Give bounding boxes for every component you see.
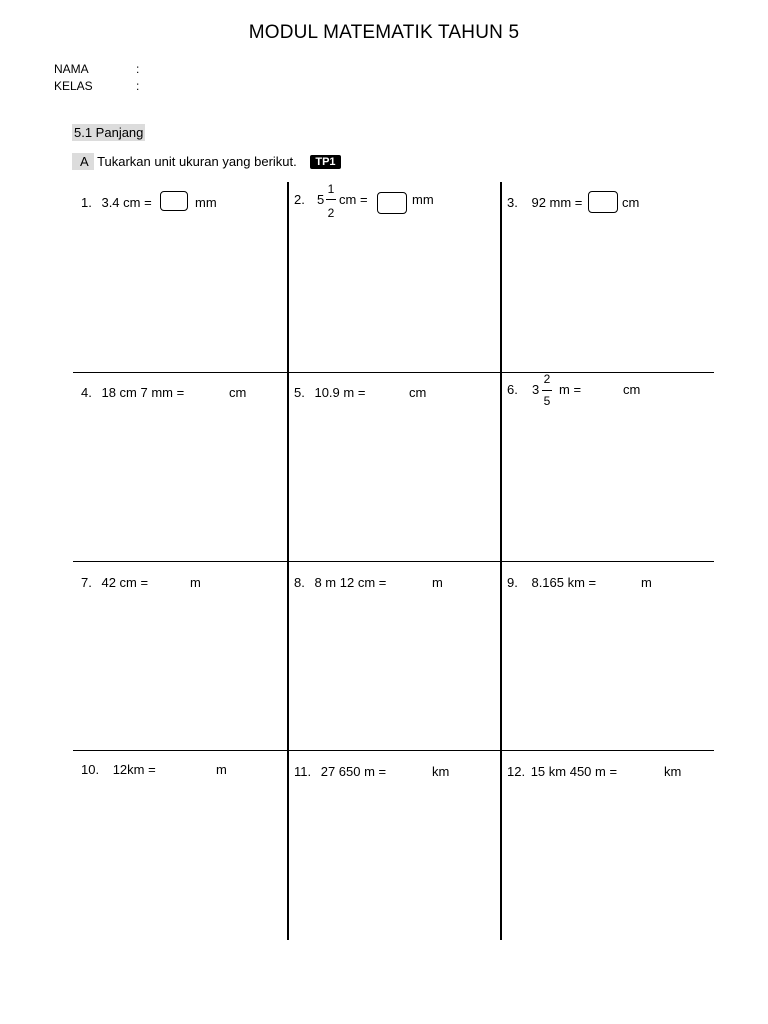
question-4 xyxy=(81,385,184,400)
question-expression: 42 cm = xyxy=(101,575,149,590)
question-number: 2. xyxy=(294,192,305,207)
question-12 xyxy=(507,764,617,779)
fraction-bar xyxy=(542,390,552,391)
fraction-numerator: 1 xyxy=(327,182,335,196)
question-expression: cm = xyxy=(339,192,368,207)
question-number: 4. xyxy=(81,385,92,400)
kelas-row xyxy=(54,79,139,93)
nama-colon: : xyxy=(136,62,140,76)
question-number: 10. xyxy=(81,762,100,777)
question-number: 1. xyxy=(81,195,92,210)
answer-box-2[interactable] xyxy=(377,192,407,214)
question-expression: 10.9 m = xyxy=(314,385,366,400)
question-expression: 15 km 450 m = xyxy=(530,764,618,779)
question-expression: 8.165 km = xyxy=(531,575,597,590)
question-number: 6. xyxy=(507,382,518,397)
question-expression: 3.4 cm = xyxy=(101,195,152,210)
answer-unit: km xyxy=(432,764,450,779)
answer-unit: m xyxy=(432,575,443,590)
answer-unit: m xyxy=(641,575,652,590)
row-divider-2 xyxy=(73,561,714,562)
answer-unit: cm xyxy=(409,385,427,400)
question-number: 9. xyxy=(507,575,518,590)
page-title: MODUL MATEMATIK TAHUN 5 xyxy=(248,22,520,43)
answer-unit: cm xyxy=(623,382,641,397)
question-8 xyxy=(294,575,386,590)
answer-unit: m xyxy=(216,762,227,777)
question-11 xyxy=(294,764,386,779)
fraction-numerator: 2 xyxy=(543,372,551,386)
question-5 xyxy=(294,385,365,400)
question-number: 7. xyxy=(81,575,92,590)
row-divider-1 xyxy=(73,372,714,373)
question-expression: m = xyxy=(559,382,582,397)
answer-box-1[interactable] xyxy=(160,191,188,211)
kelas-colon: : xyxy=(136,79,140,93)
question-number: 11. xyxy=(294,764,312,779)
answer-unit: mm xyxy=(195,195,217,210)
fraction-denominator: 2 xyxy=(327,206,335,220)
whole-number: 3 xyxy=(532,382,540,397)
kelas-label: KELAS xyxy=(54,79,93,93)
answer-box-3[interactable] xyxy=(588,191,618,213)
fraction-bar xyxy=(326,199,336,200)
answer-unit: cm xyxy=(229,385,247,400)
question-number: 5. xyxy=(294,385,305,400)
answer-unit: m xyxy=(190,575,201,590)
instruction-letter: A xyxy=(72,153,94,170)
question-expression: 8 m 12 cm = xyxy=(314,575,387,590)
question-number: 3. xyxy=(507,195,518,210)
whole-number: 5 xyxy=(317,192,325,207)
question-10 xyxy=(81,762,156,777)
answer-unit: km xyxy=(664,764,682,779)
question-expression: 18 cm 7 mm = xyxy=(101,385,185,400)
question-number: 8. xyxy=(294,575,305,590)
answer-unit: mm xyxy=(412,192,434,207)
row-divider-3 xyxy=(73,750,714,751)
question-7 xyxy=(81,575,148,590)
instruction-text: Tukarkan unit ukuran yang berikut. xyxy=(97,154,297,169)
nama-label: NAMA xyxy=(54,62,89,76)
instruction xyxy=(72,154,341,170)
question-expression: 27 650 m = xyxy=(320,764,387,779)
section-heading: 5.1 Panjang xyxy=(74,125,144,140)
question-3 xyxy=(507,195,582,210)
question-9 xyxy=(507,575,596,590)
fraction-denominator: 5 xyxy=(543,394,551,408)
question-number: 12. xyxy=(507,764,526,779)
question-expression: 92 mm = xyxy=(531,195,583,210)
tp-badge: TP1 xyxy=(310,155,340,169)
answer-unit: cm xyxy=(622,195,640,210)
nama-row xyxy=(54,62,139,76)
question-expression: 12km = xyxy=(112,762,156,777)
question-1 xyxy=(81,195,152,210)
